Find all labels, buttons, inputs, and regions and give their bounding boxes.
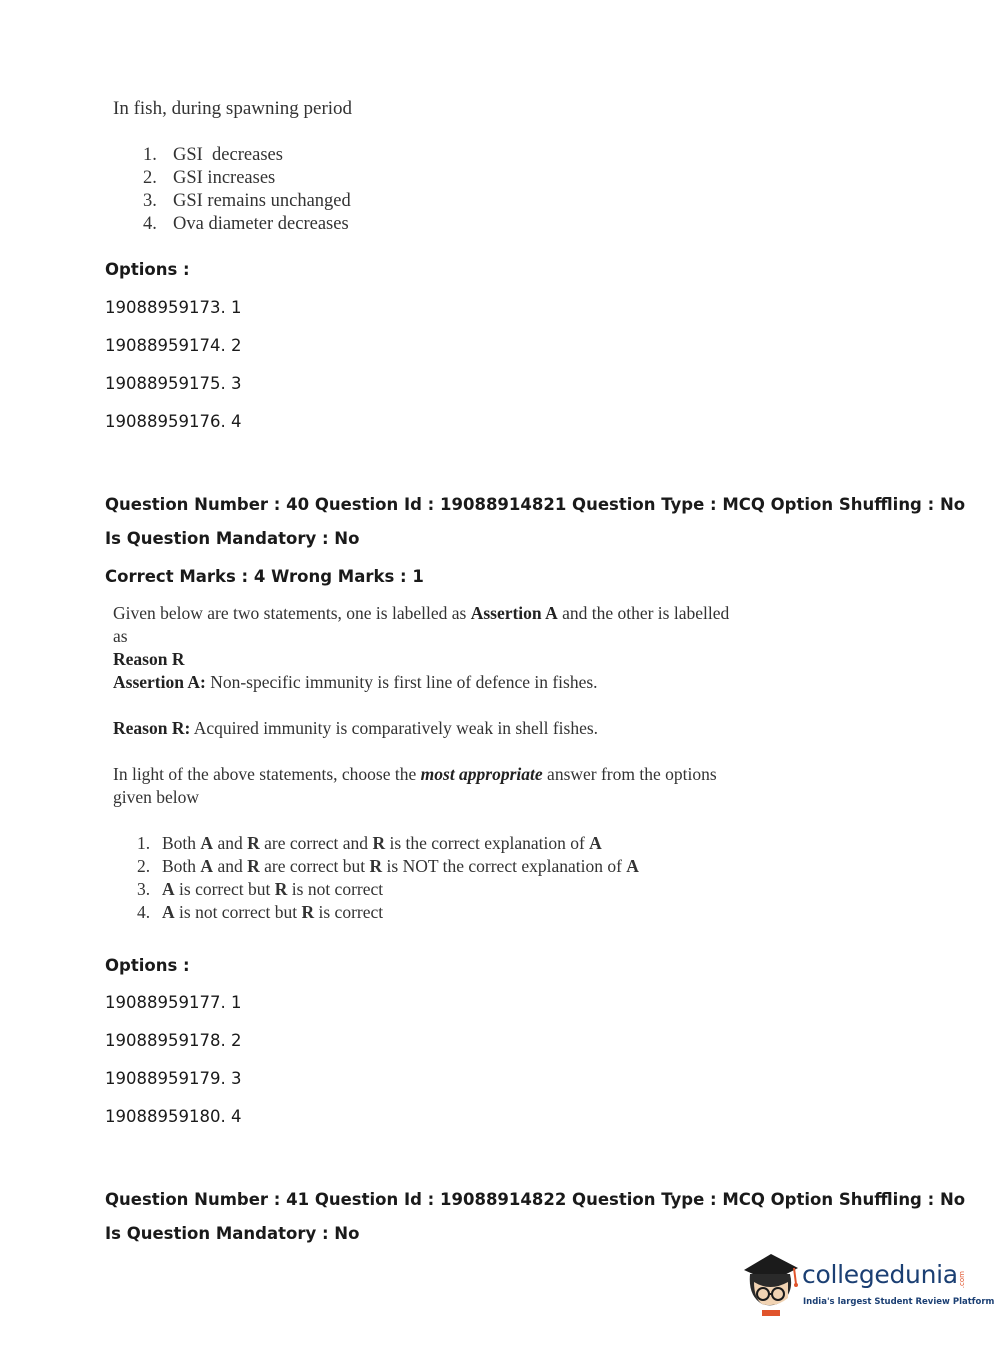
q40-mandatory: Is Question Mandatory : No (105, 529, 360, 548)
q40-intro: Given below are two statements, one is labelled as Assertion A and the other is labelled as Reason R (113, 603, 730, 669)
collegedunia-mascot-icon (740, 1248, 802, 1320)
q39-option: 19088959173. 1 (105, 298, 242, 317)
q39-choice: 2. GSI increases (143, 168, 276, 188)
q40-options-label: Options : (105, 956, 190, 975)
q40-assertion: Assertion A: Non-specific immunity is first line of defence in fishes. (113, 672, 598, 692)
q40-header: Question Number : 40 Question Id : 19088914821 Question Type : MCQ Option Shuffling : No (105, 495, 966, 514)
q40-option: 19088959179. 3 (105, 1069, 242, 1088)
q40-choice-list (137, 832, 639, 924)
q40-marks: Correct Marks : 4 Wrong Marks : 1 (105, 567, 424, 586)
q39-option: 19088959176. 4 (105, 412, 242, 431)
q40-choice: 3. A is correct but R is not correct (137, 879, 384, 899)
q40-choice: 1. Both A and R are correct and R is the correct explanation of A (137, 833, 602, 853)
q39-choice: 1. GSI decreases (143, 145, 283, 165)
q39-choice: 4. Ova diameter decreases (143, 214, 349, 234)
q40-option: 19088959180. 4 (105, 1107, 242, 1126)
q41-mandatory: Is Question Mandatory : No (105, 1224, 360, 1243)
q39-choice: 3. GSI remains unchanged (143, 191, 351, 211)
q40-choice: 4. A is not correct but R is correct (137, 902, 384, 922)
q40-instruction: In light of the above statements, choose the most appropriate answer from the options given below (113, 764, 717, 807)
q40-choice: 2. Both A and R are correct but R is NOT the correct explanation of A (137, 856, 639, 876)
q41-header: Question Number : 41 Question Id : 19088914822 Question Type : MCQ Option Shuffling : No (105, 1190, 966, 1209)
q39-option: 19088959174. 2 (105, 336, 242, 355)
q39-choice-list (143, 144, 351, 236)
q39-options-label: Options : (105, 260, 190, 279)
logo-wordmark: collegedunia (802, 1260, 958, 1289)
q40-reason: Reason R: Acquired immunity is comparatively weak in shell fishes. (113, 718, 599, 738)
q40-option: 19088959177. 1 (105, 993, 242, 1012)
logo-tagline: India's largest Student Review Platform (803, 1297, 995, 1307)
logo-dotcom: .com (958, 1271, 966, 1289)
q40-option: 19088959178. 2 (105, 1031, 242, 1050)
q39-option: 19088959175. 3 (105, 374, 242, 393)
q39-stem: In fish, during spawning period (113, 98, 353, 119)
